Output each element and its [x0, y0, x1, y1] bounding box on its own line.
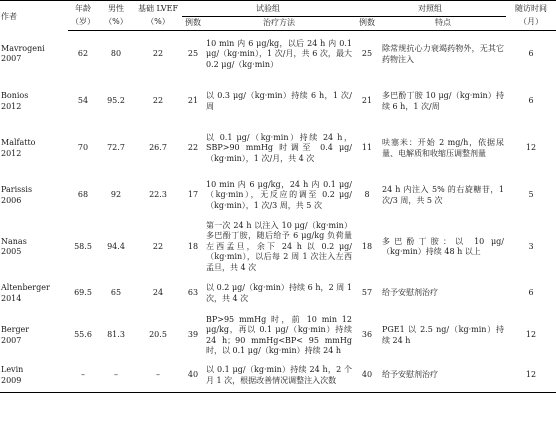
table-row — [0, 275, 556, 312]
table-row — [0, 172, 556, 219]
author-year: 2009 — [1, 375, 22, 385]
control-feature-cell: 多巴酚丁胺 10 μg/（kg·min）持续 6 h，1 次/周 — [382, 91, 504, 111]
trial-method-cell: 第一次 24 h 以注入 10 μg/（kg·min）多巴酚丁胺，随后给予 6 μg/kg 负荷量左西孟旦，余下 24 h 以 0.2 μg/（kg·min），以后每 2 周 1 次注入左西孟旦，共 4 次 — [206, 220, 352, 272]
control-n-header: 例数 — [354, 16, 380, 31]
trial-method-cell: 以 0.3 μg/（kg·min）持续 6 h，1 次/周 — [206, 91, 352, 111]
followup-header-label: 随访时间 — [515, 4, 547, 14]
lvef-cell: 24 — [152, 288, 164, 298]
male-cell: – — [98, 359, 134, 393]
male-cell: 81.3 — [107, 330, 125, 340]
trial-method-cell: 10 min 内 6 μg/kg，以后 24 h 内 0.1 μg/（kg·min），1 次/月，共 6 次，最大 0.2 μg/（kg·min） — [206, 38, 352, 69]
control-feature-cell: 呋塞米：开始 2 mg/h，依据尿量、电解质和收缩压调整剂量 — [382, 138, 504, 158]
control-feature-cell: 除常规抗心力衰竭药物外，无其它药物注入 — [382, 44, 504, 64]
age-cell: 68 — [77, 190, 89, 200]
trial-n-cell: 39 — [187, 330, 199, 340]
trial-method-header: 治疗方法 — [204, 16, 354, 31]
trial-n-header: 例数 — [182, 16, 204, 31]
trial-method-cell: 以 0.2 μg/（kg·min）持续 6 h，2 周 1 次，共 4 次 — [206, 283, 352, 303]
study-author-cell — [0, 78, 68, 125]
trial-method-cell: 以 0.1 μg/（kg·min）持续 24 h，SBP>90 mmHg 时调至 0.4 μg/（kg·min），1 次/月，共 4 次 — [206, 132, 352, 163]
table-row — [0, 359, 556, 393]
author-year: 2014 — [1, 293, 22, 303]
lvef-header-label: 基础 LVEF — [137, 4, 179, 14]
table-row — [0, 78, 556, 125]
table-row — [0, 312, 556, 359]
author-header: 作者 — [0, 1, 68, 31]
age-cell: – — [68, 359, 98, 393]
control-feature-cell: 24 h 内注入 5% 的右旋糖苷，1 次/3 周，共 5 次 — [382, 185, 504, 205]
table-row — [0, 31, 556, 79]
male-unit: （%） — [98, 16, 134, 31]
followup-cell: 12 — [525, 330, 537, 340]
followup-cell: 12 — [525, 143, 537, 153]
followup-header — [506, 1, 556, 17]
lvef-cell: 22 — [152, 49, 164, 59]
male-cell: 92 — [110, 190, 122, 200]
control-n-cell: 36 — [361, 330, 373, 340]
author-year: 2012 — [1, 101, 22, 111]
male-cell: 65 — [110, 288, 122, 298]
author-year: 2012 — [1, 148, 22, 158]
study-author-cell — [0, 172, 68, 219]
author-name: Mavrogeni — [1, 43, 45, 53]
age-cell: 69.5 — [74, 288, 92, 298]
lvef-unit: （%） — [134, 16, 182, 31]
male-cell: 95.2 — [107, 96, 125, 106]
followup-unit: （月） — [506, 16, 556, 31]
author-name: Levin — [1, 365, 24, 375]
male-header — [98, 1, 134, 17]
study-author-cell — [0, 125, 68, 172]
study-author-cell — [0, 359, 68, 393]
age-unit: （岁） — [68, 16, 98, 31]
author-name: Bonios — [1, 91, 29, 101]
control-n-cell: 40 — [354, 359, 380, 393]
author-name: Nanas — [1, 236, 27, 246]
age-cell: 55.6 — [74, 330, 92, 340]
author-name: Parissis — [1, 185, 33, 195]
age-header-label: 年龄 — [75, 4, 91, 14]
header-row-1 — [0, 1, 556, 17]
author-year: 2007 — [1, 335, 22, 345]
followup-cell: 5 — [528, 190, 534, 200]
trial-method-cell: 以 0.1 μg/（kg·min）持续 24 h，2 个月 1 次，根据改善情况调整注入次数 — [204, 359, 354, 393]
lvef-cell: 26.7 — [149, 143, 167, 153]
author-name: Berger — [1, 325, 30, 335]
male-cell: 94.4 — [107, 241, 125, 251]
followup-cell: 6 — [528, 49, 534, 59]
study-author-cell — [0, 275, 68, 312]
trial-n-cell: 21 — [187, 96, 199, 106]
control-feature-cell: PGE1 以 2.5 ng/（kg·min）持续 24 h — [382, 325, 504, 345]
trial-method-cell: 10 min 内 6 μg/kg，24 h 内 0.1 μg/（kg·min），无反应的调至 0.2 μg/（kg·min），1 次/3 周，共 5 次 — [206, 179, 352, 210]
author-year: 2007 — [1, 54, 22, 64]
table-row — [0, 125, 556, 172]
trial-method-cell: BP>95 mmHg 时，前 10 min 12 μg/kg，再以 0.1 μg/（kg·min）持续 24 h；90 mmHg<BP< 95 mmHg 时，以 0.1 μg/（kg·min）持续 24 h — [206, 314, 352, 356]
male-cell: 80 — [110, 49, 122, 59]
control-feature-cell: 多巴酚丁胺：以 10 μg/（kg·min）持续 48 h 以上 — [382, 236, 504, 257]
author-year: 2006 — [1, 195, 22, 205]
study-author-cell — [0, 31, 68, 79]
trial-n-cell: 18 — [187, 241, 199, 251]
lvef-header — [134, 1, 182, 17]
study-author-cell — [0, 312, 68, 359]
control-feature-cell: 给予安慰剂治疗 — [380, 359, 506, 393]
age-cell: 70 — [77, 143, 89, 153]
trial-n-cell: 22 — [187, 143, 199, 153]
age-cell: 62 — [77, 49, 89, 59]
author-name: Altenberger — [1, 283, 50, 293]
author-name: Malfatto — [1, 138, 36, 148]
male-header-label: 男性 — [108, 4, 124, 14]
trial-group-header: 试验组 — [182, 1, 354, 17]
age-header — [68, 1, 98, 17]
followup-cell: 3 — [528, 241, 534, 251]
study-author-cell — [0, 219, 68, 275]
control-n-cell: 8 — [364, 190, 370, 200]
control-n-cell: 18 — [361, 241, 373, 251]
control-feature-cell: 给予安慰剂治疗 — [382, 288, 438, 298]
male-cell: 72.7 — [107, 143, 125, 153]
control-n-cell: 25 — [361, 49, 373, 59]
followup-cell: 12 — [506, 359, 556, 393]
age-cell: 58.5 — [74, 241, 92, 251]
followup-cell: 6 — [528, 288, 534, 298]
author-year: 2005 — [1, 247, 22, 257]
lvef-cell: 22 — [152, 96, 164, 106]
lvef-cell: 22 — [152, 241, 164, 251]
followup-cell: 6 — [528, 96, 534, 106]
trial-n-cell: 40 — [182, 359, 204, 393]
trial-n-cell: 63 — [187, 288, 199, 298]
lvef-cell: 20.5 — [149, 330, 167, 340]
trial-n-cell: 25 — [187, 49, 199, 59]
control-n-cell: 11 — [361, 143, 373, 153]
control-group-header: 对照组 — [354, 1, 506, 17]
header-row-2 — [0, 16, 556, 31]
control-n-cell: 21 — [361, 96, 373, 106]
lvef-cell: 22.3 — [149, 190, 167, 200]
control-feature-header: 特点 — [380, 16, 506, 31]
table-row — [0, 219, 556, 275]
control-n-cell: 57 — [361, 288, 373, 298]
age-cell: 54 — [77, 96, 89, 106]
lvef-cell: – — [134, 359, 182, 393]
trial-n-cell: 17 — [187, 190, 199, 200]
